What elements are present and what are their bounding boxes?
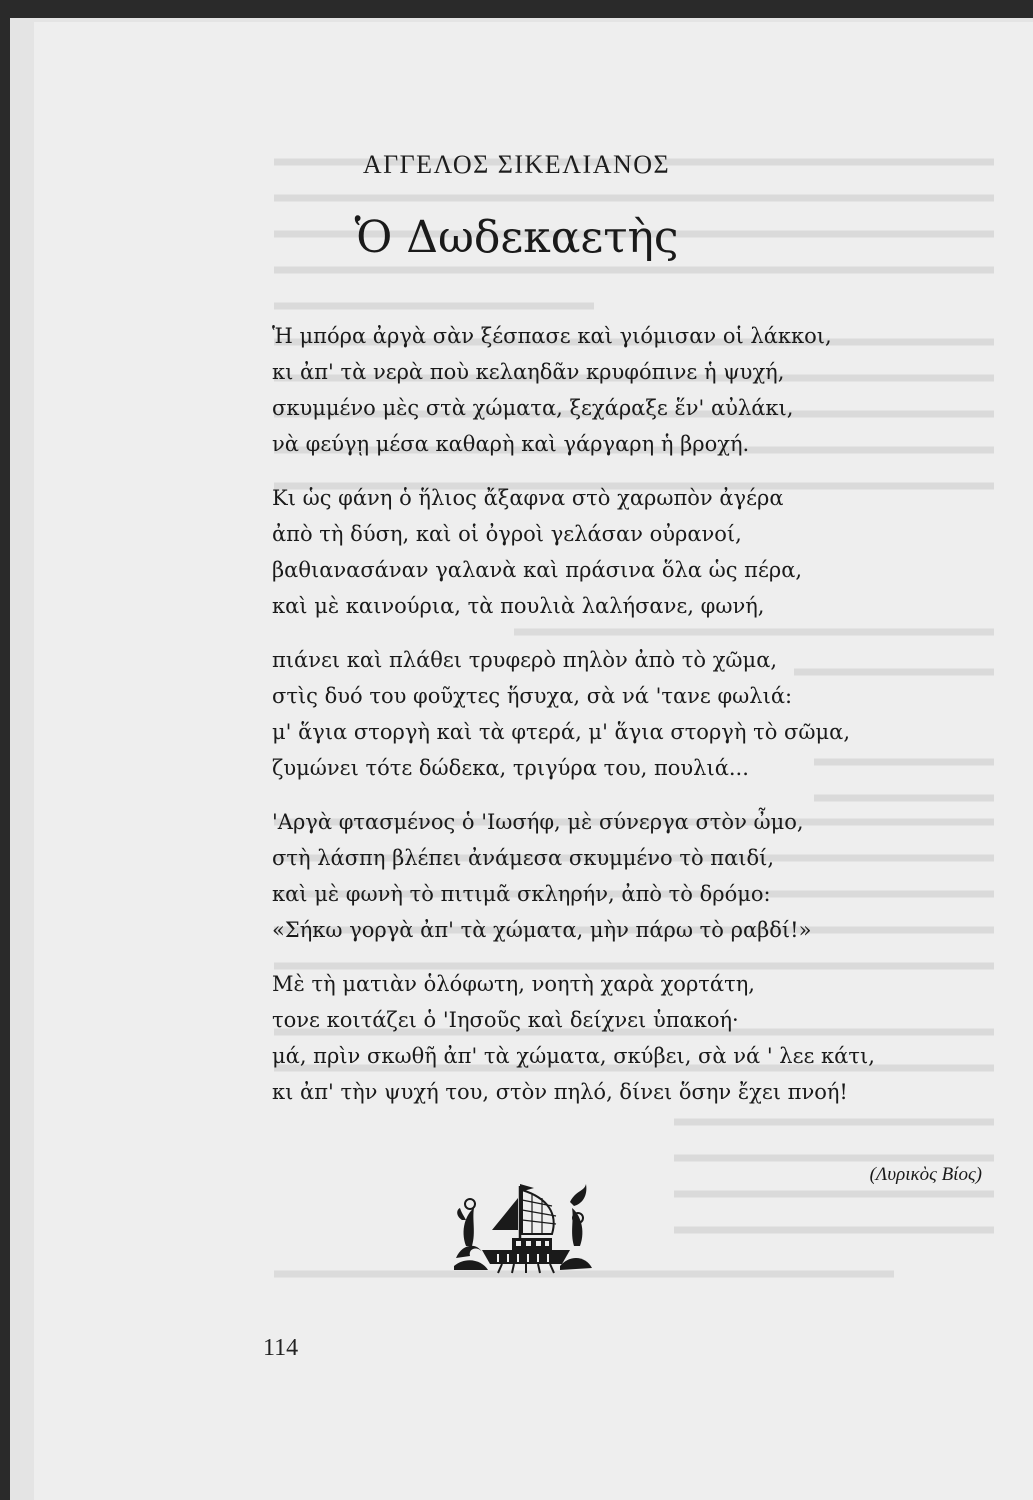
sailing-ship-icon [452,1180,596,1274]
stanza [272,804,972,948]
poem-line: ἀπὸ τὴ δύση, καὶ οἱ ὀγροὶ γελάσαν οὐρανοί, [272,522,742,546]
poem-line: Κι ὡς φάνη ὁ ἥλιος ἄξαφνα στὸ χαρωπὸν ἀγέρα [272,486,784,510]
stanza [272,966,972,1110]
poem-line: «Σήκω γοργὰ ἀπ' τὰ χώματα, μὴν πάρω τὸ ραβδί!» [272,918,812,942]
page-number: 114 [263,1335,299,1361]
poem-line: κι ἀπ' τὴν ψυχή του, στὸν πηλό, δίνει ὅσην ἔχει πνοή! [272,1080,848,1104]
poem-line: μά, πρὶν σκωθῆ ἀπ' τὰ χώματα, σκύβει, σὰ νά ' λεε κάτι, [272,1044,875,1068]
stanza [272,642,972,786]
poem-line: τονε κοιτάζει ὁ 'Ιησοῦς καὶ δείχνει ὑπακοή· [272,1008,739,1032]
poem-line: πιάνει καὶ πλάθει τρυφερὸ πηλὸν ἀπὸ τὸ χῶμα, [272,648,778,672]
poem-line: σκυμμένο μὲς στὰ χώματα, ξεχάραξε ἕν' αὐλάκι, [272,396,794,420]
poem-line: ζυμώνει τότε δώδεκα, τριγύρα του, πουλιά... [272,756,749,780]
poem-line: νὰ φεύγῃ μέσα καθαρὴ καὶ γάργαρη ἡ βροχή. [272,432,750,456]
poem-line: Ἡ μπόρα ἀργὰ σὰν ξέσπασε καὶ γιόμισαν οἱ λάκκοι, [272,324,832,348]
stanza [272,480,972,624]
poem-line: κι ἀπ' τὰ νερὰ ποὺ κελαηδᾶν κρυφόπινε ἡ ψυχή, [272,360,785,384]
poem-line: 'Αργὰ φτασμένος ὁ 'Ιωσήφ, μὲ σύνεργα στὸν ὦμο, [272,810,804,834]
poem-line: καὶ μὲ φωνὴ τὸ πιτιμᾶ σκληρήν, ἀπὸ τὸ δρόμο: [272,882,771,906]
poem-body [272,318,972,1128]
poem-title: Ὁ Δωδεκαετὴς [354,212,679,263]
poem-line: στὴ λάσπη βλέπει ἀνάμεσα σκυμμένο τὸ παιδί, [272,846,775,870]
poem-line: βαθιανασάναν γαλανὰ καὶ πράσινα ὅλα ὡς πέρα, [272,558,803,582]
poem-line: Μὲ τὴ ματιὰν ὁλόφωτη, νοητὴ χαρὰ χορτάτη, [272,972,755,996]
source-citation: (Λυρικὸς Βίος) [869,1164,982,1185]
poem-line: στὶς δυό του φοῦχτες ἥσυχα, σὰ νά 'τανε φωλιά: [272,684,793,708]
author-name: ΑΓΓΕΛΟΣ ΣΙΚΕΛΙΑΝΟΣ [362,150,671,179]
poem-line: καὶ μὲ καινούρια, τὰ πουλιὰ λαλήσανε, φωνή, [272,594,765,618]
stanza [272,318,972,462]
poem-line: μ' ἅγια στοργὴ καὶ τὰ φτερά, μ' ἅγια στοργὴ τὸ σῶμα, [272,720,851,744]
